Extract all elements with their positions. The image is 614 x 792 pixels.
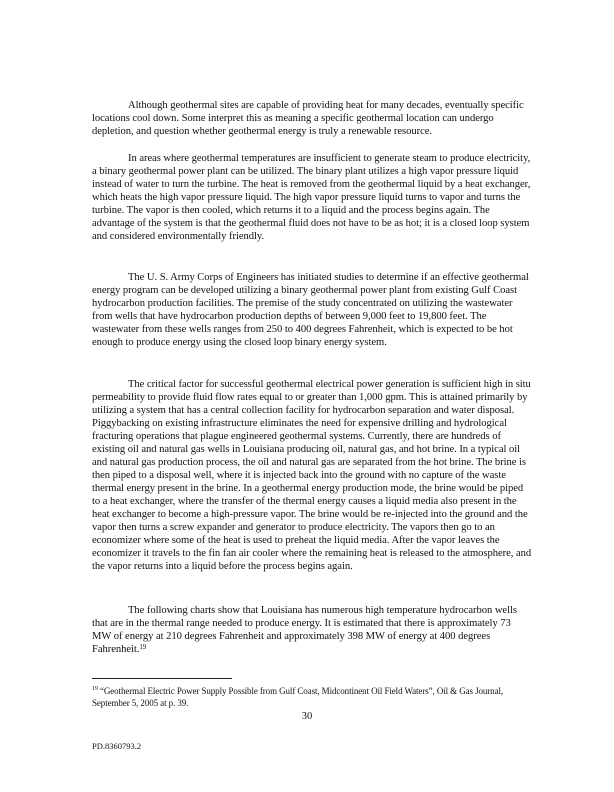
footnote-text: “Geothermal Electric Power Supply Possible from Gulf Coast, Midcontinent Oil Field Waters”, Oil & Gas Journal, September 5, 2005 at p. 39. <box>92 686 504 708</box>
paragraph-binary-power-plant: In areas where geothermal temperatures are insufficient to generate steam to produce electricity, a binary geothermal power plant can be utilized. The binary plant utilizes a high vapor pressure liquid instead of water to turn the turbine. The heat is removed from the geothermal liquid by a heat exchanger, which heats the high vapor pressure liquid. The high vapor pressure liquid turns to vapor and turns the turbine. The vapor is then cooled, which returns it to a liquid and the process begins again. The advantage of the system is that the geothermal fluid does not have to be as hot; it is a closed loop system and considered environmentally friendly. <box>92 153 531 242</box>
paragraph-louisiana-charts <box>92 604 532 656</box>
footnote-reference: 19 <box>139 643 147 651</box>
document-id: PD.8360793.2 <box>92 741 142 751</box>
footnote <box>92 686 540 709</box>
footnote-divider <box>92 678 232 679</box>
footnote-number: 19 <box>92 686 98 692</box>
paragraph-louisiana-charts-text: The following charts show that Louisiana has numerous high temperature hydrocarbon wells that are in the thermal range needed to produce energy. It is estimated that there is approximately 73 MW of energy at 210 degrees Fahrenheit and approximately 398 MW of energy at 400 degrees Fahrenheit. <box>92 605 517 655</box>
paragraph-geothermal-depletion: Although geothermal sites are capable of providing heat for many decades, eventually specific locations cool down. Some interpret this as meaning a specific geothermal location can undergo depletion, and question whether geothermal energy is truly a renewable resource. <box>92 100 524 137</box>
paragraph-army-corps-study: The U. S. Army Corps of Engineers has initiated studies to determine if an effective geothermal energy program can be developed utilizing a binary geothermal power plant from existing Gulf Coast hydrocarbon production facilities. The premise of the study concentrated on utilizing the wastewater from wells that have hydrocarbon production depths of between 9,000 feet to 19,800 feet. The wastewater from these wells ranges from 250 to 400 degrees Fahrenheit, which is expected to be hot enough to produce energy using the closed loop binary energy system. <box>92 272 529 348</box>
paragraph-critical-factor: The critical factor for successful geothermal electrical power generation is sufficient high in situ permeability to provide fluid flow rates equal to or greater than 1,000 gpm. This is attained primarily by utilizing a system that has a central collection facility for hydrocarbon separation and water disposal. Piggybacking on existing infrastructure eliminates the need for expensive drilling and hydrological fracturing operations that plague engineered geothermal systems. Currently, there are hundreds of existing oil and natural gas wells in Louisiana producing oil, natural gas, and hot brine. In a typical oil and natural gas production process, the oil and natural gas are separated from the hot brine. The brine is then piped to a disposal well, where it is injected back into the ground with no capture of the waste thermal energy present in the brine. In a geothermal energy production mode, the brine would be piped to a heat exchanger, where the transfer of the thermal energy causes a liquid media also present in the heat exchanger to become a high-pressure vapor. The brine would be re-injected into the ground and the vapor then turns a screw expander and generator to produce electricity. The vapors then go to an economizer where some of the heat is used to preheat the liquid media. After the vapor leaves the economizer it travels to the fin fan air cooler where the remaining heat is released to the atmosphere, and the vapor returns into a liquid before the process begins again. <box>92 379 532 572</box>
page-number: 30 <box>301 711 313 722</box>
